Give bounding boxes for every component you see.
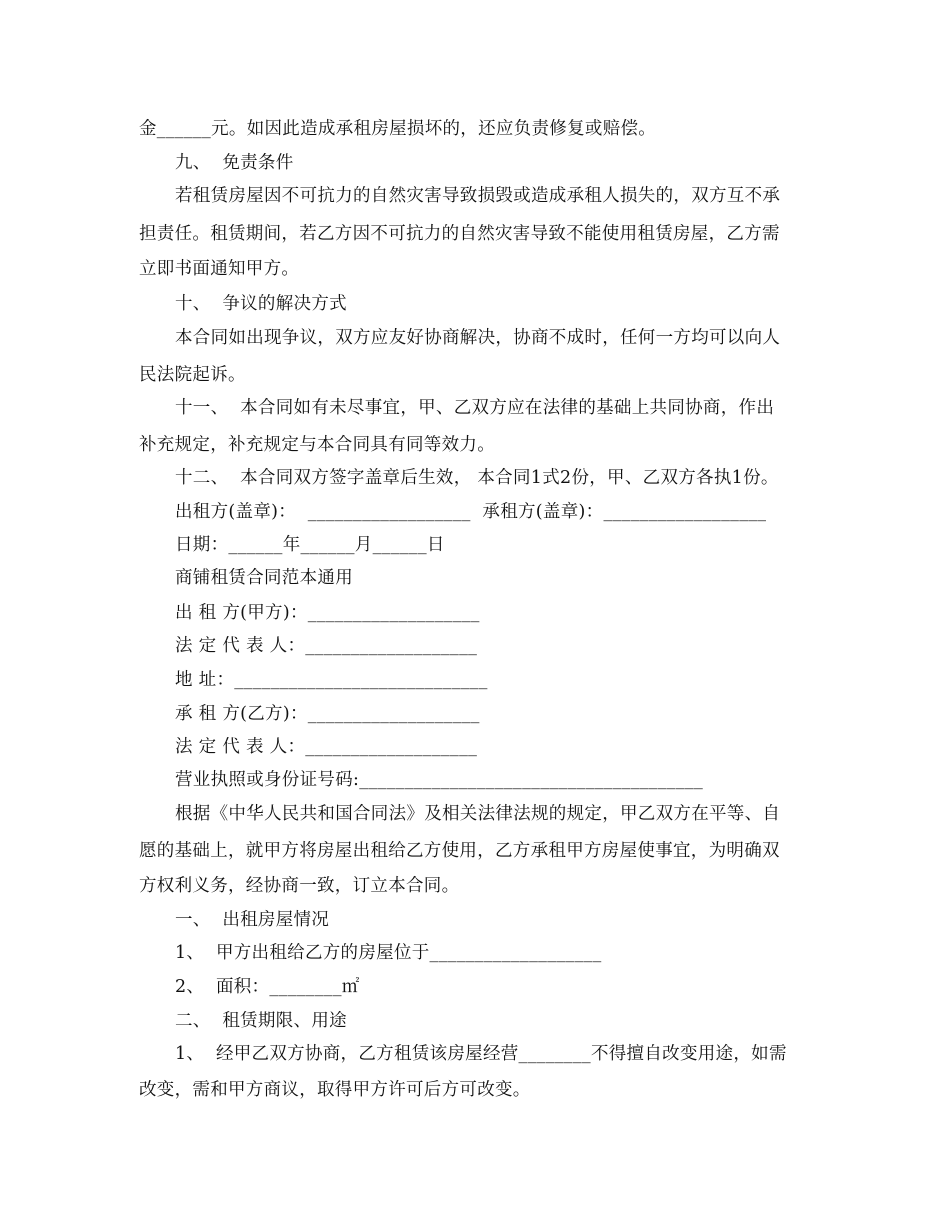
- text-line: 担责任。租赁期间，若乙方因不可抗力的自然灾害导致不能使用租赁房屋，乙方需: [139, 224, 780, 244]
- party-field: 法 定 代 表 人：___________________: [175, 636, 478, 656]
- party-field: 法 定 代 表 人：___________________: [175, 737, 478, 757]
- party-field: 出 租 方(甲方)：___________________: [175, 603, 480, 623]
- section-heading: 十、 争议的解决方式: [175, 294, 347, 314]
- text-line: 本合同如出现争议，双方应友好协商解决，协商不成时，任何一方均可以向人: [175, 328, 781, 348]
- party-field: 地 址：____________________________: [175, 670, 488, 690]
- date-line: 日期：______年______月______日: [175, 535, 445, 555]
- section-heading: 一、 出租房屋情况: [175, 910, 330, 930]
- text-line: 方权利义务，经协商一致，订立本合同。: [139, 876, 460, 896]
- text-line: 愿的基础上，就甲方将房屋出租给乙方使用，乙方承租甲方房屋使事宜，为明确双: [139, 841, 780, 861]
- text-line: 1、 经甲乙双方协商，乙方租赁该房屋经营________不得擅自改变用途，如需: [175, 1044, 787, 1064]
- signature-line: 出租方(盖章)： __________________ 承租方(盖章)：__________________: [175, 502, 767, 522]
- text-line: 民法院起诉。: [139, 365, 246, 385]
- text-line: 十一、 本合同如有未尽事宜，甲、乙双方应在法律的基础上共同协商，作出: [175, 398, 775, 418]
- text-line: 金______元。如因此造成承租房屋损坏的，还应负责修复或赔偿。: [139, 119, 657, 139]
- section-heading: 二、 租赁期限、用途: [175, 1011, 347, 1031]
- text-line: 1、 甲方出租给乙方的房屋位于___________________: [175, 943, 602, 963]
- text-line: 立即书面通知甲方。: [139, 259, 300, 279]
- text-line: 根据《中华人民共和国合同法》及相关法律法规的规定，甲乙双方在平等、自: [175, 804, 781, 824]
- text-line: 十二、 本合同双方签字盖章后生效， 本合同1式2份，甲、乙双方各执1份。: [175, 468, 779, 488]
- section-heading: 九、 免责条件: [175, 153, 294, 173]
- text-line: 改变，需和甲方商议，取得甲方许可后方可改变。: [139, 1080, 531, 1100]
- document-title: 商铺租赁合同范本通用: [175, 568, 353, 588]
- text-line: 2、 面积：________㎡: [175, 977, 360, 997]
- text-line: 补充规定，补充规定与本合同具有同等效力。: [139, 435, 495, 455]
- party-field: 承 租 方(乙方)：___________________: [175, 704, 480, 724]
- text-line: 若租赁房屋因不可抗力的自然灾害导致损毁或造成承租人损失的，双方互不承: [175, 186, 781, 206]
- party-field: 营业执照或身份证号码:______________________________________: [175, 770, 704, 790]
